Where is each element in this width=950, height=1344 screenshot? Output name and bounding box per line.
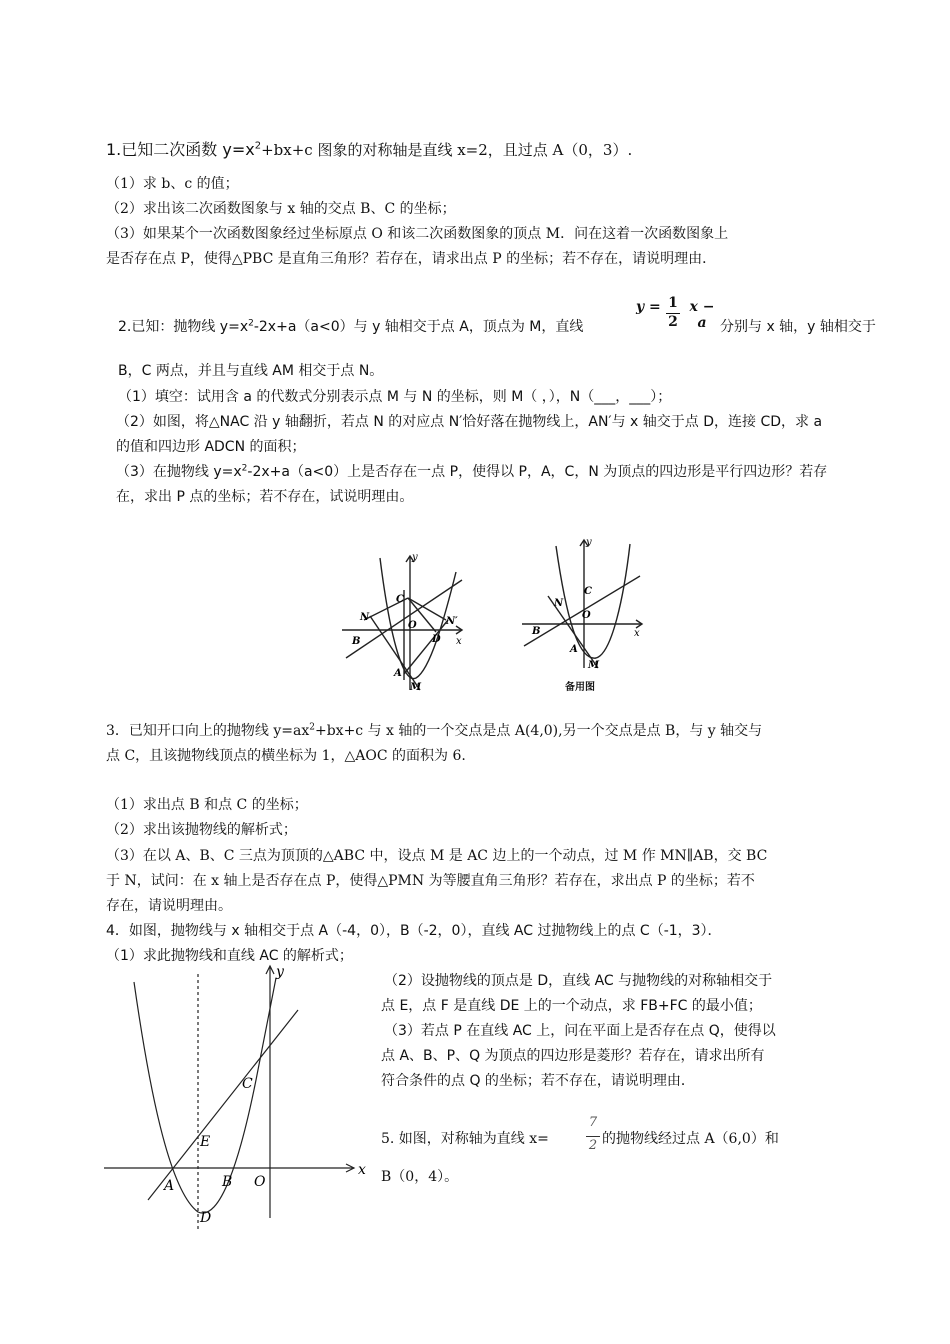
q2f-O: O — [408, 620, 417, 631]
q2-part3-line1 — [116, 461, 827, 481]
q4-part3-line1: （3）若点 P 在直线 AC 上，问在平面上是否存在点 Q，使得以 — [384, 1023, 776, 1039]
q2-eq-rest: x − a — [689, 299, 715, 331]
q1-title-post: +bx+c 图象的对称轴是直线 x=2，且过点 A（0，3）. — [261, 141, 633, 159]
q1-title — [106, 137, 632, 160]
q2f-B: B — [352, 636, 361, 647]
q2f-x: x — [456, 636, 462, 647]
q5-frac-bar — [586, 1136, 600, 1137]
q4f-O: O — [254, 1174, 266, 1190]
q4f-C: C — [242, 1076, 253, 1092]
q3-part2: （2）求出该抛物线的解析式； — [106, 822, 297, 838]
q2f-C: C — [396, 594, 404, 605]
q1-title-pre: 1.已知二次函数 y=x — [106, 140, 255, 159]
q4-part3-line2: 点 A、B、P、Q 为顶点的四边形是菱形？若存在，请求出所有 — [381, 1048, 765, 1064]
q5-line1-post: 的抛物线经过点 A（6,0）和 — [602, 1131, 779, 1147]
q4-part1: （1）求此抛物线和直线 AC 的解析式； — [106, 948, 353, 964]
q2-p3-sup: 2 — [241, 463, 248, 474]
q5-fraction — [586, 1115, 600, 1159]
q2-part1: （1）填空：试用含 a 的代数式分别表示点 M 与 N 的坐标，则 M（ ，），N（___，___）； — [118, 389, 672, 405]
q2f-N: N — [360, 612, 370, 623]
q2f-Np: N′ — [446, 616, 458, 627]
q2-p3-post: -2x+a（a<0）上是否存在一点 P，使得以 P，A，C，N 为顶点的四边形是平行四边形？若存 — [247, 464, 828, 480]
q2-title — [118, 316, 583, 336]
q4-part2-line2: 点 E，点 F 是直线 DE 上的一个动点，求 FB+FC 的最小值； — [381, 998, 762, 1014]
q2f-D: D — [432, 634, 441, 645]
q2f-A: A — [394, 668, 402, 679]
q2-title-sup: 2 — [248, 318, 254, 329]
q2s-B: B — [532, 626, 541, 637]
q1-title-sup: 2 — [254, 140, 262, 152]
q2-title-pre: 2.已知：抛物线 y=x — [118, 319, 249, 335]
q2-eq-y: y = — [636, 299, 661, 315]
q2s-x: x — [634, 628, 640, 639]
q3-part3-line2: 于 N，试问：在 x 轴上是否存在点 P，使得△PMN 为等腰直角三角形？若存在，求出点 P 的坐标；若不 — [106, 873, 755, 889]
q2-part2-line2: 的值和四边形 ADCN 的面积； — [116, 439, 306, 455]
q4-part2-line1: （2）设抛物线的顶点是 D，直线 AC 与抛物线的对称轴相交于 — [384, 973, 773, 989]
q2-part2-line1: （2）如图，将△NAC 沿 y 轴翻折，若点 N 的对应点 N′恰好落在抛物线上，AN′与 x 轴交于点 D，连接 CD，求 a — [116, 414, 823, 430]
q2-figure-spare — [518, 536, 648, 671]
q3-line2: 点 C，且该抛物线顶点的横坐标为 1，△AOC 的面积为 6. — [106, 748, 466, 764]
q3-l1-sup: 2 — [309, 722, 315, 733]
q2-line2: B，C 两点，并且与直线 AM 相交于点 N。 — [118, 363, 384, 379]
q3-l1-post: +bx+c 与 x 轴的一个交点是点 A(4,0),另一个交点是点 B，与 y 轴交与 — [314, 723, 763, 739]
q4-line1: 4．如图，抛物线与 x 轴相交于点 A（-4，0），B（-2，0），直线 AC 过抛物线上的点 C（-1，3）． — [106, 923, 722, 939]
q4f-x: x — [358, 1162, 366, 1178]
q4-figure — [100, 960, 380, 1232]
q4f-B: B — [222, 1174, 233, 1190]
q4f-E: E — [200, 1134, 211, 1150]
q2-line-equation — [636, 296, 720, 336]
q2-figure-caption: 备用图 — [565, 682, 595, 693]
q2s-y: y — [586, 537, 592, 548]
q2-title-post: 分别与 x 轴，y 轴相交于 — [720, 319, 876, 335]
q2-eq-den: 2 — [668, 314, 678, 330]
q3-part1: （1）求出点 B 和点 C 的坐标； — [106, 797, 308, 813]
q5-frac-num: 7 — [588, 1115, 598, 1130]
q2-title-mid: -2x+a（a<0）与 y 轴相交于点 A，顶点为 M，直线 — [253, 319, 584, 335]
q2f-M: M — [410, 682, 422, 693]
q2f-y: y — [412, 552, 418, 563]
q1-part3-line2: 是否存在点 P，使得△PBC 是直角三角形？若存在，请求出点 P 的坐标；若不存在，请说明理由． — [106, 251, 717, 267]
q2s-A: A — [570, 644, 578, 655]
q5-line2: B（0，4）。 — [381, 1169, 459, 1185]
q2-eq-num: 1 — [668, 295, 678, 311]
q1-part2: （2）求出该二次函数图象与 x 轴的交点 B、C 的坐标； — [106, 201, 456, 217]
q2-figure-main — [334, 550, 474, 695]
q4f-y: y — [276, 964, 284, 980]
q1-part1: （1）求 b、c 的值； — [106, 176, 239, 192]
q2s-O: O — [582, 610, 591, 621]
q2s-C: C — [584, 586, 592, 597]
q1-part3-line1: （3）如果某个一次函数图象经过坐标原点 O 和该二次函数图象的顶点 M．问在这着一次函数图象上 — [106, 226, 729, 242]
q4f-D: D — [200, 1210, 212, 1226]
q3-part3-line3: 存在，请说明理由。 — [106, 898, 232, 914]
q4-part3-line3: 符合条件的点 Q 的坐标；若不存在，请说明理由． — [381, 1073, 695, 1089]
q3-line1 — [106, 720, 762, 740]
q5-line1-pre: 5. 如图，对称轴为直线 x= — [381, 1131, 549, 1147]
q2-part3-line2: 在，求出 P 点的坐标；若不存在，试说明理由。 — [116, 489, 414, 505]
q4f-A: A — [164, 1178, 175, 1194]
q3-l1-pre: 3．已知开口向上的抛物线 y=ax — [106, 723, 310, 739]
q2s-N: N — [554, 598, 564, 609]
q5-frac-den: 2 — [588, 1138, 598, 1153]
q2s-M: M — [588, 660, 600, 671]
q2-p3-pre: （3）在抛物线 y=x — [116, 464, 242, 480]
q3-part3-line1: （3）在以 A、B、C 三点为顶顶的△ABC 中，设点 M 是 AC 边上的一个动点，过 M 作 MN∥AB，交 BC — [106, 848, 768, 864]
